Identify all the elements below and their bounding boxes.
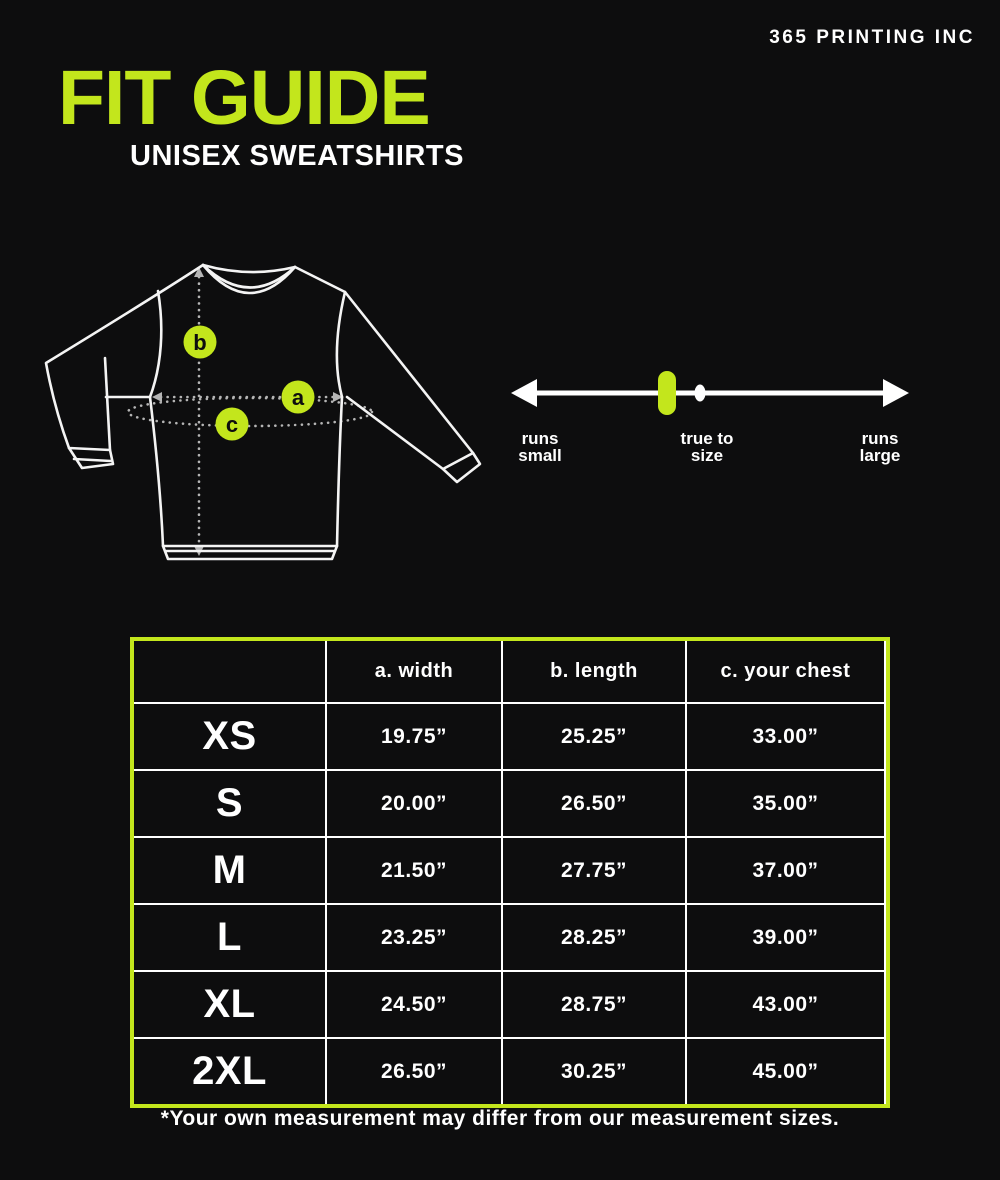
scale-label-line: size: [690, 446, 724, 465]
diagram-markers: [184, 326, 315, 441]
table-cell: 35.00”: [687, 771, 884, 836]
size-label-2xl: 2XL: [134, 1039, 325, 1104]
size-label-xs: XS: [134, 704, 325, 769]
fit-scale: [510, 368, 910, 478]
sweatshirt-illustration: [30, 245, 490, 585]
scale-label-runs-small: [518, 430, 561, 464]
fit-indicator-pill: [658, 371, 676, 415]
scale-arrow-left-icon: [511, 379, 537, 407]
table-header-cell: [134, 641, 325, 702]
marker-c-letter: c: [225, 412, 239, 437]
table-cell: 26.50”: [327, 1039, 501, 1104]
table-cell: 28.75”: [503, 972, 685, 1037]
scale-label-runs-large: [860, 430, 901, 464]
table-cell: 20.00”: [327, 771, 501, 836]
table-cell: 37.00”: [687, 838, 884, 903]
table-cell: 23.25”: [327, 905, 501, 970]
guide-arrowheads: [152, 267, 343, 556]
scale-label-line: large: [859, 446, 901, 465]
scale-arrow-right-icon: [883, 379, 909, 407]
marker-b-letter: b: [193, 330, 207, 355]
table-cell: 43.00”: [687, 972, 884, 1037]
sweatshirt-outline: [46, 265, 480, 559]
size-table: [130, 637, 890, 1108]
size-label-l: L: [134, 905, 325, 970]
table-header-chest: c. your chest: [687, 641, 884, 702]
brand-text: 365 PRINTING INC: [769, 27, 975, 48]
page-subtitle: UNISEX SWEATSHIRTS: [130, 140, 464, 172]
table-cell: 27.75”: [503, 838, 685, 903]
scale-label-true-to-size: [681, 430, 734, 464]
scale-label-line: true to: [680, 429, 734, 448]
marker-a-letter: a: [291, 385, 305, 410]
arrow-left-icon: [152, 392, 162, 402]
chest-dotted-ellipse: [128, 398, 372, 426]
size-label-m: M: [134, 838, 325, 903]
table-cell: 26.50”: [503, 771, 685, 836]
scale-label-line: runs: [861, 429, 899, 448]
table-cell: 24.50”: [327, 972, 501, 1037]
footnote: *Your own measurement may differ from our measurement sizes.: [160, 1107, 840, 1130]
measurement-guides: [128, 277, 372, 546]
scale-label-line: runs: [521, 429, 559, 448]
scale-label-line: small: [518, 446, 562, 465]
size-label-s: S: [134, 771, 325, 836]
table-cell: 28.25”: [503, 905, 685, 970]
fit-scale-axis: [510, 368, 910, 424]
table-header-length: b. length: [503, 641, 685, 702]
scale-tick-dot: [695, 385, 706, 402]
page-title: FIT GUIDE: [58, 55, 430, 141]
table-cell: 21.50”: [327, 838, 501, 903]
table-cell: 25.25”: [503, 704, 685, 769]
size-label-xl: XL: [134, 972, 325, 1037]
table-header-width: a. width: [327, 641, 501, 702]
sweatshirt-diagram: [30, 245, 490, 585]
table-cell: 39.00”: [687, 905, 884, 970]
table-cell: 33.00”: [687, 704, 884, 769]
table-cell: 30.25”: [503, 1039, 685, 1104]
table-cell: 19.75”: [327, 704, 501, 769]
table-cell: 45.00”: [687, 1039, 884, 1104]
